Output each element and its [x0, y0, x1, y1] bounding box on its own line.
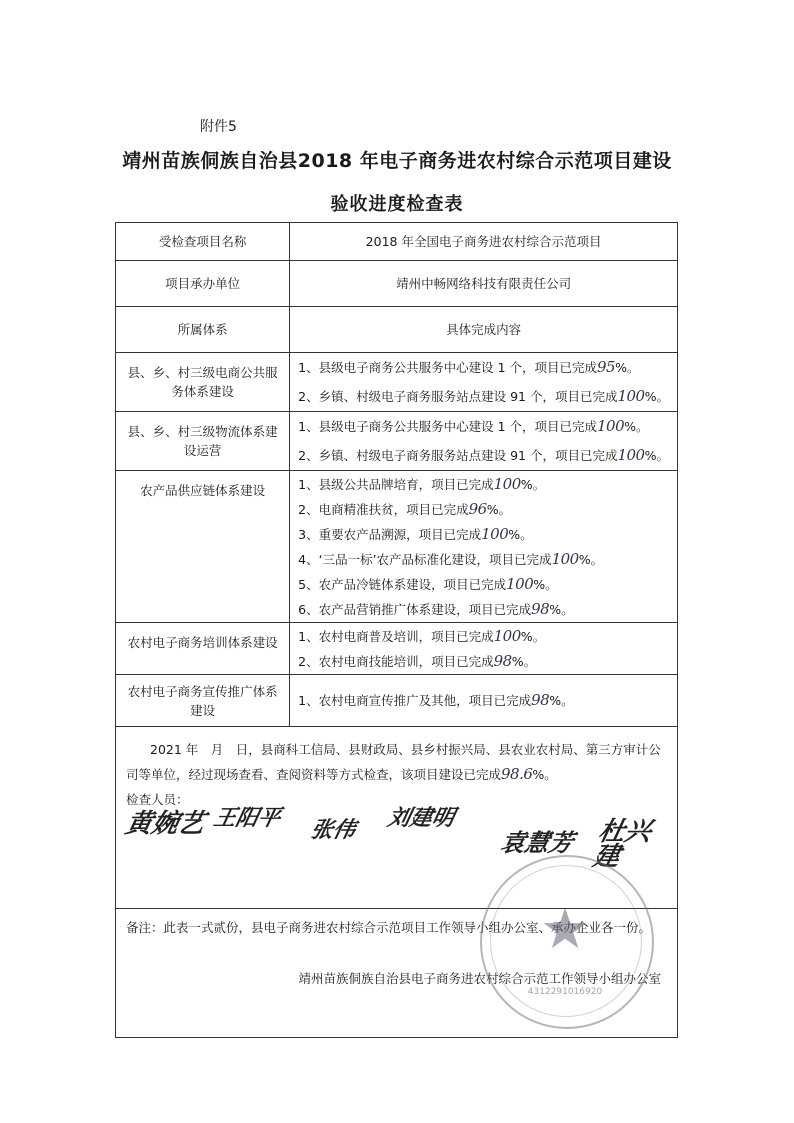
- list-item: [298, 412, 669, 441]
- table-row: [116, 353, 678, 412]
- project-name-value: 2018 年全国电子商务进农村综合示范项目: [290, 223, 678, 261]
- signature: 袁慧芳: [497, 828, 577, 857]
- handwritten-percent: 100: [493, 474, 521, 493]
- section-label: 农村电子商务宣传推广体系建设: [116, 675, 290, 727]
- section-label: 农村电子商务培训体系建设: [116, 623, 290, 675]
- handwritten-percent: 100: [551, 549, 579, 568]
- item-text: 5、农产品冷链体系建设，项目已完成: [298, 576, 507, 592]
- handwritten-percent: 100: [493, 626, 521, 645]
- item-text: 2、乡镇、村级电子商务服务站点建设 91 个，项目已完成: [298, 448, 618, 463]
- inspectors-label: 检查人员：: [126, 792, 189, 807]
- handwritten-percent: 95: [597, 358, 616, 376]
- handwritten-percent: 98.6: [501, 765, 533, 783]
- seal-number: 4312291016920: [527, 987, 603, 997]
- handwritten-percent: 98: [531, 691, 550, 709]
- signature: 杜兴建: [590, 817, 654, 872]
- signature: 黄婉艺: [122, 809, 208, 839]
- section-items: [290, 623, 678, 675]
- item-text: 1、农村电商宣传推广及其他，项目已完成: [298, 693, 532, 708]
- table-row: [116, 412, 678, 471]
- section-items: [290, 675, 678, 727]
- list-item: [298, 624, 669, 649]
- section-items: [290, 353, 678, 412]
- list-item: [298, 382, 669, 411]
- signature: 王阳平: [211, 805, 283, 831]
- list-item: [298, 686, 669, 715]
- undertaker-label: 项目承办单位: [116, 261, 290, 307]
- list-item: [298, 441, 669, 470]
- item-unit: %。: [520, 476, 546, 492]
- summary-text: 2021 年 月 日，县商科工信局、县财政局、县乡村振兴局、县农业农村局、第三方审计公司等单位，经过现场查看、查阅资料等方式检查，该项目建设已完成: [126, 742, 661, 782]
- handwritten-percent: 96: [468, 499, 487, 518]
- section-label: 县、乡、村三级物流体系建设运营: [116, 412, 290, 471]
- summary-unit: %。: [532, 767, 557, 782]
- page-subtitle: 验收进度检查表: [330, 194, 464, 215]
- table-row: [116, 623, 678, 675]
- item-unit: %。: [508, 526, 533, 542]
- list-item: [298, 547, 669, 572]
- item-unit: %。: [511, 653, 537, 669]
- item-text: 2、电商精准扶贫，项目已完成: [298, 501, 469, 517]
- official-seal: [480, 855, 654, 1029]
- item-unit: %。: [624, 419, 649, 434]
- item-text: 3、重要农产品溯源，项目已完成: [298, 526, 482, 542]
- signature: 张伟: [308, 817, 358, 843]
- item-unit: %。: [533, 576, 558, 592]
- list-item: [298, 649, 669, 674]
- item-unit: %。: [520, 628, 546, 644]
- handwritten-percent: 100: [617, 387, 645, 405]
- item-text: 1、县级公共品牌培育，项目已完成: [298, 476, 494, 492]
- section-items: [290, 412, 678, 471]
- table-row: [116, 675, 678, 727]
- attachment-label: 附件5: [200, 119, 237, 135]
- list-item: [298, 472, 669, 497]
- item-text: 2、农村电商技能培训，项目已完成: [298, 653, 494, 669]
- item-text: 4、‘三品一标’农产品标准化建设，项目已完成: [298, 551, 552, 567]
- signature: 刘建明: [385, 805, 457, 831]
- system-label: 所属体系: [116, 307, 290, 353]
- item-unit: %。: [549, 601, 574, 617]
- table-row: [116, 307, 678, 353]
- list-item: [298, 353, 669, 382]
- list-item: [298, 597, 669, 622]
- section-items: [290, 471, 678, 623]
- table-row: [116, 261, 678, 307]
- handwritten-percent: 100: [597, 417, 625, 435]
- handwritten-percent: 98: [493, 651, 512, 670]
- list-item: [298, 497, 669, 522]
- item-text: 1、县级电子商务公共服务中心建设 1 个，项目已完成: [298, 419, 598, 434]
- handwritten-percent: 100: [506, 574, 534, 593]
- project-name-label: 受检查项目名称: [116, 223, 290, 261]
- star-icon: ★: [540, 897, 591, 962]
- handwritten-percent: 98: [531, 599, 550, 618]
- item-text: 6、农产品营销推广体系建设，项目已完成: [298, 601, 532, 617]
- summary-paragraph: [126, 737, 667, 787]
- table-row: [116, 471, 678, 623]
- note-text: 备注：此表一式贰份，县电子商务进农村综合示范项目工作领导小组办公室、承办企业各一份。: [126, 920, 652, 935]
- list-item: [298, 572, 669, 597]
- content-label: 具体完成内容: [290, 307, 678, 353]
- item-text: 1、农村电商普及培训，项目已完成: [298, 628, 494, 644]
- section-label: 县、乡、村三级电商公共服务体系建设: [116, 353, 290, 412]
- item-unit: %。: [578, 551, 604, 567]
- item-unit: %。: [644, 448, 669, 463]
- handwritten-percent: 100: [481, 524, 509, 543]
- item-unit: %。: [644, 389, 669, 404]
- item-unit: %。: [549, 693, 574, 708]
- item-text: 2、乡镇、村级电子商务服务站点建设 91 个，项目已完成: [298, 389, 618, 404]
- item-unit: %。: [615, 360, 640, 375]
- undertaker-value: 靖州中畅网络科技有限责任公司: [290, 261, 678, 307]
- page-title: 靖州苗族侗族自治县2018 年电子商务进农村综合示范项目建设: [122, 150, 672, 172]
- table-row: [116, 223, 678, 261]
- list-item: [298, 522, 669, 547]
- section-label: 农产品供应链体系建设: [116, 471, 290, 623]
- handwritten-percent: 100: [617, 446, 645, 464]
- office-text: 靖州苗族侗族自治县电子商务进农村综合示范工作领导小组办公室: [298, 971, 661, 986]
- item-text: 1、县级电子商务公共服务中心建设 1 个，项目已完成: [298, 360, 598, 375]
- item-unit: %。: [486, 501, 512, 517]
